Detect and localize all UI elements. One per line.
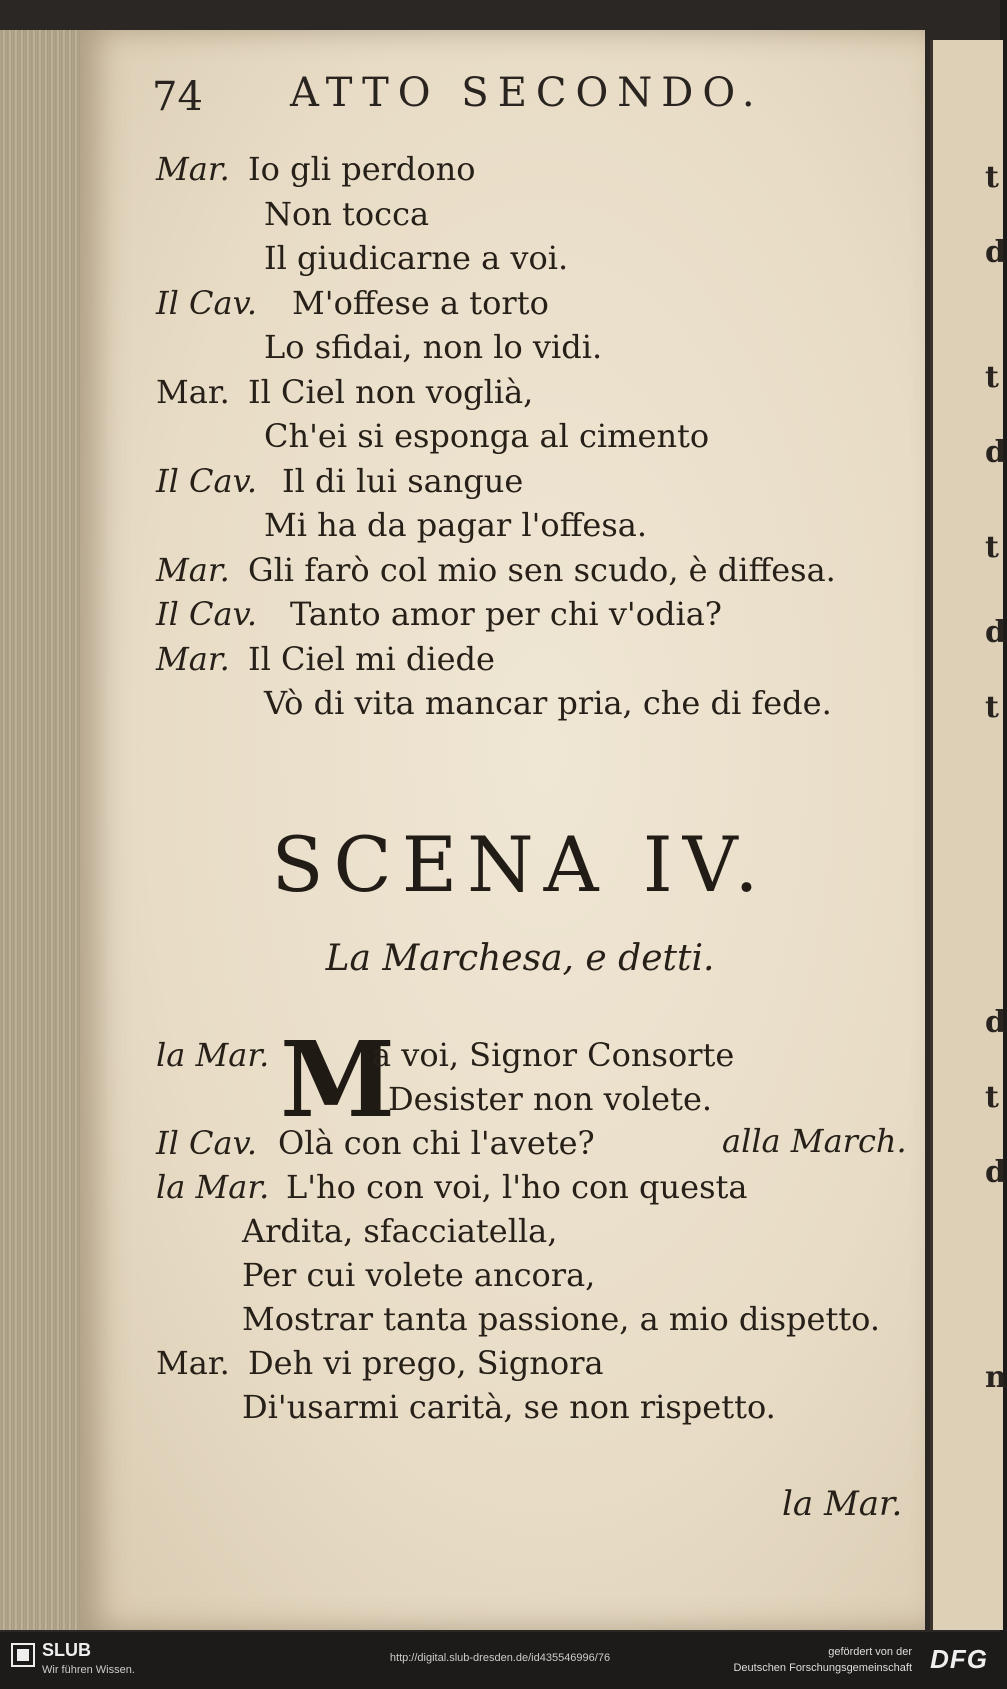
- verse-text: Ch'ei si esponga al cimento: [264, 417, 710, 455]
- verse-text: a voi, Signor Consorte: [372, 1036, 735, 1074]
- verse-text: Il giudicarne a voi.: [264, 239, 569, 277]
- dialogue-line: [156, 595, 916, 640]
- verse-text: Il di lui sangue: [282, 461, 524, 500]
- speaker-name: la Mar.: [156, 1168, 270, 1206]
- catchword: la Mar.: [782, 1484, 903, 1524]
- verse-text: Desister non volete.: [388, 1080, 713, 1118]
- dialogue-line: [156, 1124, 257, 1162]
- book-page-edges: [0, 30, 84, 1630]
- dialogue-line: [156, 684, 916, 729]
- dialogue-line: [156, 239, 916, 284]
- speaker-name: Mar.: [156, 372, 230, 411]
- facing-page-fragment: t d t d t d t d t d n: [930, 40, 1003, 1630]
- verse-text: Mi ha da pagar l'offesa.: [264, 506, 647, 544]
- verse-text: Io gli perdono: [248, 150, 476, 188]
- source-url[interactable]: http://digital.slub-dresden.de/id435546996/76: [389, 1652, 611, 1664]
- dialogue-line: [156, 506, 916, 551]
- dfg-logo: DFG: [930, 1644, 988, 1674]
- verse-text: Di'usarmi carità, se non rispetto.: [242, 1388, 776, 1426]
- funding-line: gefördert von der: [828, 1646, 912, 1658]
- verse-text: Lo sfidai, non lo vidi.: [264, 328, 603, 366]
- speaker-name: Il Cav.: [156, 1124, 258, 1162]
- verse-text: Tanto amor per chi v'odia?: [290, 595, 722, 633]
- verse-text: Deh vi prego, Signora: [248, 1344, 604, 1382]
- verse-text: Per cui volete ancora,: [242, 1256, 596, 1294]
- dialogue-line: [156, 284, 916, 329]
- speaker-name: Mar.: [156, 1344, 230, 1382]
- dialogue-line: [156, 373, 916, 418]
- verse-text: Il Ciel non voglià,: [248, 372, 534, 411]
- speaker-name: la Mar.: [156, 1036, 270, 1074]
- verse-text: M'offese a torto: [292, 283, 549, 322]
- verse-text: Vò di vita mancar pria, che di fede.: [264, 684, 832, 722]
- verse-text: Olà con chi l'avete?: [278, 1124, 595, 1162]
- verse-text: Non tocca: [264, 194, 430, 233]
- funding-line: Deutschen Forschungsgemeinschaft: [733, 1662, 912, 1674]
- dialogue-line: [156, 328, 916, 373]
- scene-heading: SCENA IV.: [271, 820, 769, 909]
- dialogue-line: [156, 1344, 230, 1382]
- library-name: SLUB: [42, 1640, 91, 1660]
- dialogue-line: [156, 195, 916, 240]
- verse-text: Ardita, sfacciatella,: [242, 1212, 558, 1250]
- speaker-name: Mar.: [156, 550, 230, 589]
- speaker-name: Mar.: [156, 639, 230, 678]
- page-header: [152, 70, 832, 130]
- speaker-name: Mar.: [156, 150, 230, 188]
- dialogue-line: [156, 417, 916, 462]
- running-title: ATTO SECONDO.: [290, 70, 764, 116]
- viewer-footer: [0, 1632, 1000, 1689]
- dialogue-block: [156, 150, 916, 729]
- dialogue-line: [156, 640, 916, 685]
- dialogue-line: [156, 150, 916, 195]
- dialogue-line: [156, 551, 916, 596]
- speaker-name: Il Cav.: [156, 283, 258, 322]
- speaker-name: Il Cav.: [156, 595, 258, 633]
- library-tagline: Wir führen Wissen.: [42, 1664, 135, 1676]
- verse-text: Mostrar tanta passione, a mio dispetto.: [242, 1300, 881, 1338]
- funding-note: [733, 1644, 912, 1676]
- drop-cap: M: [280, 1018, 396, 1141]
- verse-text: Il Ciel mi diede: [248, 639, 495, 678]
- page-number: 74: [152, 74, 203, 120]
- speaker-name: Il Cav.: [156, 461, 258, 500]
- verse-text: Gli farò col mio sen scudo, è diffesa.: [248, 550, 836, 589]
- stage-direction: alla March.: [722, 1122, 907, 1160]
- scene-characters: La Marchesa, e detti.: [325, 938, 715, 979]
- dialogue-line: [156, 1168, 269, 1206]
- dialogue-line: [156, 462, 916, 507]
- dialogue-line: [156, 1036, 269, 1074]
- verse-text: L'ho con voi, l'ho con questa: [286, 1168, 748, 1206]
